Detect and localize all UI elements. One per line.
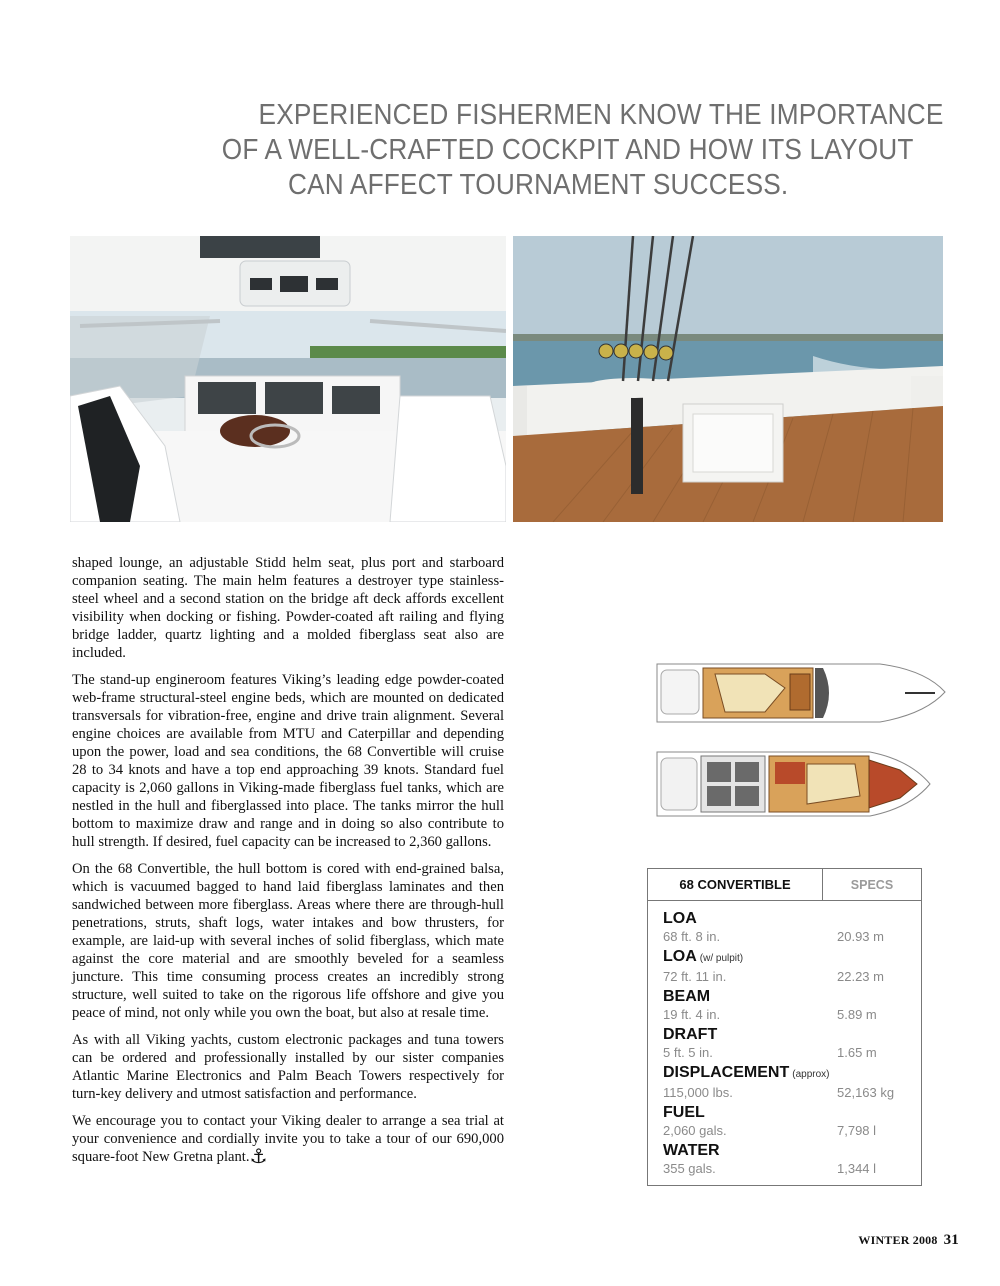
spec-name: LOA xyxy=(663,910,697,927)
spec-metric: 1,344 l xyxy=(837,1161,877,1176)
spec-metric: 5.89 m xyxy=(837,1007,877,1022)
anchor-icon: ⚓ xyxy=(249,1144,268,1168)
spec-metric: 20.93 m xyxy=(837,929,884,944)
specs-model: 68 CONVERTIBLE xyxy=(648,869,823,900)
headline-line-3: CAN AFFECT TOURNAMENT SUCCESS. xyxy=(288,169,789,201)
spec-imperial: 19 ft. 4 in. xyxy=(663,1007,721,1022)
deck-plans xyxy=(655,660,947,828)
photo-cockpit-rods xyxy=(513,236,943,522)
headline-line-1: EXPERIENCED FISHERMEN KNOW THE IMPORTANCE xyxy=(258,99,944,131)
specs-header xyxy=(648,869,921,901)
spec-list xyxy=(648,901,921,1177)
spec-metric: 7,798 l xyxy=(837,1123,877,1138)
spec-name: LOA xyxy=(663,948,697,965)
page-number: 31 xyxy=(943,1232,959,1248)
spec-row-loa xyxy=(663,909,906,945)
spec-name: WATER xyxy=(663,1142,720,1159)
spec-imperial: 115,000 lbs. xyxy=(663,1085,733,1100)
specs-table xyxy=(647,868,922,1186)
issue-label: WINTER 2008 xyxy=(858,1233,938,1247)
spec-imperial: 72 ft. 11 in. xyxy=(663,969,727,984)
spec-note: (approx) xyxy=(792,1069,830,1080)
spec-name: BEAM xyxy=(663,988,711,1005)
spec-name: FUEL xyxy=(663,1104,705,1121)
spec-row-loa-pulpit xyxy=(663,947,906,985)
body-paragraph: The stand-up engineroom features Viking’s leading edge powder-coated web-frame structural-steel engine beds, which are mounted on dedicated transversals for vibration-free, engine and drive train alignment. Several engine choices are available from MTU and Caterpillar and depending upon the power, load and sea conditions, the 68 Convertible will cruise 28 to 34 knots and have a top end approaching 39 knots. Standard fuel capacity is 2,060 gallons in Viking-made fiberglass fuel tanks, which are nestled in the hull and fiberglassed into place. The tanks mirror the hull bottom to maximize draw and range and in doing so also contribute to hull strength. If desired, fuel capacity can be increased to 2,360 gallons. xyxy=(72,672,504,850)
spec-imperial: 5 ft. 5 in. xyxy=(663,1045,713,1060)
body-paragraph-last xyxy=(72,1112,504,1166)
spec-row-fuel xyxy=(663,1103,906,1139)
article-body xyxy=(72,554,504,1175)
spec-row-draft xyxy=(663,1025,906,1061)
spec-metric: 52,163 kg xyxy=(837,1085,895,1100)
spec-metric: 22.23 m xyxy=(837,969,884,984)
spec-row-beam xyxy=(663,987,906,1023)
spec-metric: 1.65 m xyxy=(837,1045,877,1060)
specs-label: SPECS xyxy=(850,877,894,892)
body-paragraph: On the 68 Convertible, the hull bottom is cored with end-grained balsa, which is vacuumed bagged to hand laid fiberglass laminates and then sandwiched between more fiberglass. Areas where there are through-hull penetrations, struts, shaft logs, water intakes and bow thrusters, for example, are laid-up with several inches of solid fiberglass, which mate against the core material and are smoothly beveled for a seamless juncture. This time consuming process creates an incredibly strong structure, well suited to take on the rigorous life offshore and give you peace of mind, not only while you own the boat, but also at resale time. xyxy=(72,861,504,1021)
flybridge-plan xyxy=(657,664,945,722)
spec-name: DRAFT xyxy=(663,1026,718,1043)
photo-flybridge-helm xyxy=(70,236,506,522)
headline xyxy=(150,98,944,203)
spec-imperial: 68 ft. 8 in. xyxy=(663,929,721,944)
spec-name: DISPLACEMENT xyxy=(663,1064,790,1081)
body-paragraph-text: We encourage you to contact your Viking dealer to arrange a sea trial at your convenience and cordially invite you to take a tour of our 690,000 square-foot New Gretna plant. xyxy=(72,1113,504,1165)
body-paragraph: shaped lounge, an adjustable Stidd helm seat, plus port and starboard companion seating. The main helm features a destroyer type stainless-steel wheel and a second station on the bridge aft deck affords excellent visibility when docking or fishing. Powder-coated aft railing and flying bridge ladder, quartz lighting and a molded fiberglass seat also are included. xyxy=(72,555,504,661)
spec-imperial: 355 gals. xyxy=(663,1161,716,1176)
spec-note: (w/ pulpit) xyxy=(699,953,744,964)
spec-row-displacement xyxy=(663,1063,906,1101)
spec-row-water xyxy=(663,1141,906,1177)
lower-deck-plan xyxy=(657,752,930,816)
spec-imperial: 2,060 gals. xyxy=(663,1123,727,1138)
body-paragraph: As with all Viking yachts, custom electronic packages and tuna towers can be ordered and professionally installed by our sister companies Atlantic Marine Electronics and Palm Beach Towers respectively for turn-key delivery and utmost satisfaction and performance. xyxy=(72,1032,504,1102)
headline-line-2: OF A WELL-CRAFTED COCKPIT AND HOW ITS LAYOUT xyxy=(221,134,914,166)
page-footer xyxy=(858,1232,959,1249)
